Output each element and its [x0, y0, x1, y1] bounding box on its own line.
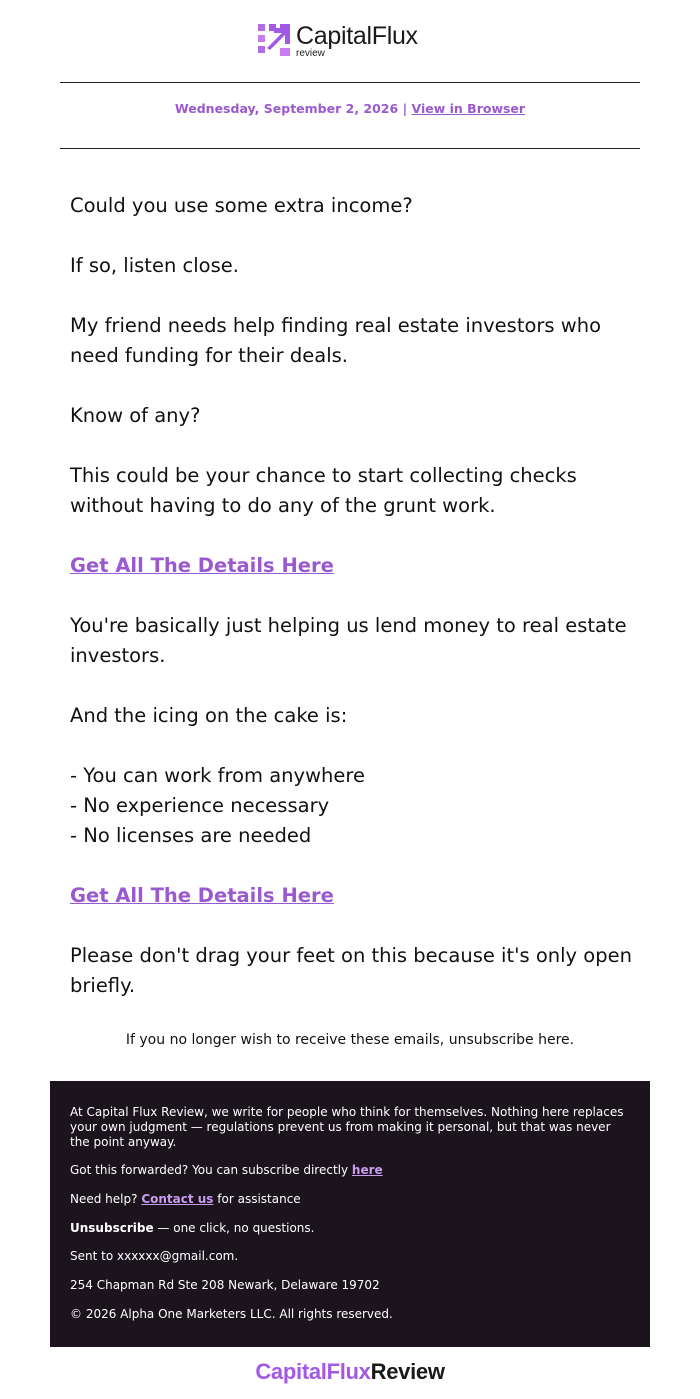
footer-sent-to: Sent to xxxxxx@gmail.com.: [70, 1249, 239, 1263]
footer-brand-part-2: Review: [370, 1359, 445, 1384]
unsubscribe-notice[interactable]: If you no longer wish to receive these emails, unsubscribe here.: [125, 1032, 575, 1048]
view-in-browser-link[interactable]: View in Browser: [411, 101, 526, 116]
footer-brand-part-1: CapitalFlux: [255, 1359, 371, 1384]
body-paragraph-6: You're basically just helping us lend money to real estate investors.: [70, 614, 627, 667]
header-divider: [60, 82, 640, 83]
body-paragraph-3: My friend needs help finding real estate investors who need funding for their deals.: [70, 314, 602, 367]
list-item: - No licenses are needed: [70, 824, 312, 847]
list-item: - You can work from anywhere: [70, 764, 365, 787]
unsubscribe-link[interactable]: Unsubscribe: [70, 1221, 154, 1235]
dateline: [0, 101, 700, 116]
body-paragraph-1: Could you use some extra income?: [70, 194, 413, 217]
benefits-list: [70, 761, 640, 851]
footer-help: [70, 1192, 630, 1207]
cta-link-2[interactable]: Get All The Details Here: [70, 884, 334, 907]
body-paragraph-4: Know of any?: [70, 404, 201, 427]
footer-unsubscribe: [70, 1221, 630, 1236]
email-footer: [50, 1081, 650, 1347]
cta-link-1[interactable]: Get All The Details Here: [70, 554, 334, 577]
body-paragraph-8: Please don't drag your feet on this because it's only open briefly.: [70, 944, 632, 997]
issue-date: Wednesday, September 2, 2026: [174, 101, 399, 116]
footer-copyright: © 2026 Alpha One Marketers LLC. All rights reserved.: [70, 1307, 393, 1321]
help-text: Need help?: [70, 1192, 138, 1206]
forwarded-text: Got this forwarded? You can subscribe directly: [70, 1163, 349, 1177]
list-item: - No experience necessary: [70, 794, 330, 817]
unsubscribe-text: — one click, no questions.: [157, 1221, 315, 1235]
contact-us-link[interactable]: Contact us: [141, 1192, 214, 1206]
body-paragraph-5: This could be your chance to start collecting checks without having to do any of the grunt work.: [70, 464, 577, 517]
footer-disclaimer: At Capital Flux Review, we write for people who think for themselves. Nothing here replaces your own judgment — regulations prevent us from making it personal, but that was never the point anyway.: [70, 1105, 624, 1149]
email-header: [0, 0, 700, 82]
dateline-divider: [60, 148, 640, 149]
body-paragraph-2: If so, listen close.: [70, 254, 239, 277]
footer-address: 254 Chapman Rd Ste 208 Newark, Delaware 19702: [70, 1278, 380, 1292]
brand-logo[interactable]: [258, 22, 448, 62]
dateline-separator: |: [402, 101, 408, 116]
footer-forwarded: [70, 1163, 630, 1178]
subscribe-here-link[interactable]: here: [351, 1163, 383, 1177]
brand-logo-icon: [258, 24, 292, 58]
help-text-suffix: for assistance: [217, 1192, 301, 1206]
body-paragraph-7: And the icing on the cake is:: [70, 704, 348, 727]
brand-subtitle: review: [296, 48, 325, 59]
brand-name: CapitalFlux: [296, 22, 418, 50]
footer-brand-logo[interactable]: [0, 1359, 700, 1385]
